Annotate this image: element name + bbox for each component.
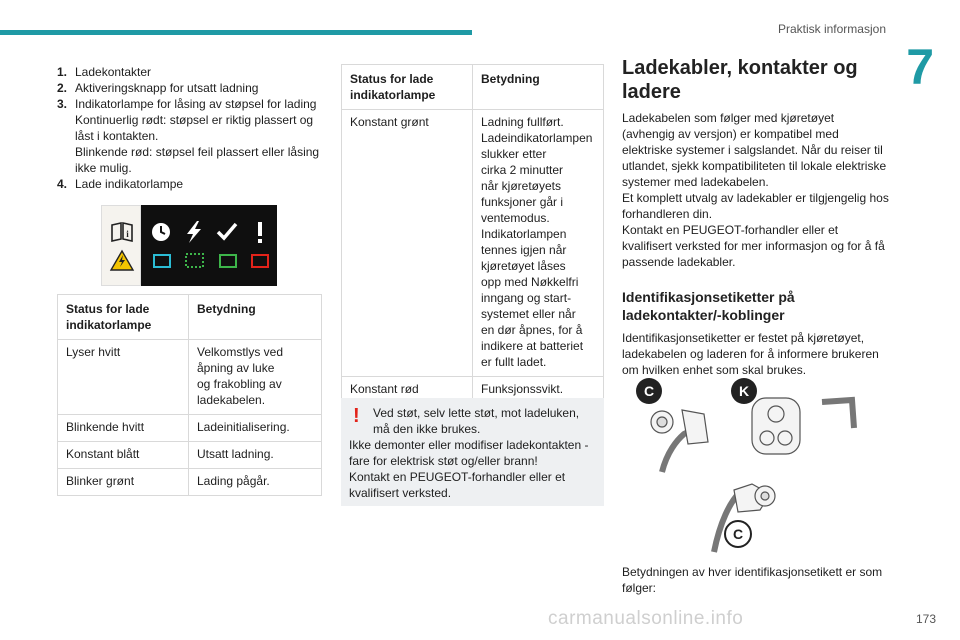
panel-left-icons <box>102 206 142 287</box>
table-cell: Funksjonssvikt. <box>473 377 604 404</box>
list-item-number: 2. <box>57 81 68 95</box>
panel-right-icons <box>141 205 277 286</box>
connector-illustration-svg <box>622 372 890 562</box>
green-indicator-square <box>220 255 236 267</box>
list-item <box>57 96 325 176</box>
panel-right-section <box>141 205 277 286</box>
warning-box <box>341 398 604 506</box>
list-item-text: Ladekontakter <box>75 65 152 79</box>
label-badge-c <box>636 378 662 404</box>
svg-text:i: i <box>126 229 129 239</box>
warning-exclamation-icon: ! <box>353 405 360 427</box>
table-cell: Konstant blått <box>58 442 189 469</box>
dotted-green-indicator-square <box>186 254 203 267</box>
list-item-text: Aktiveringsknapp for utsatt ladning <box>75 81 259 95</box>
lightning-icon <box>187 221 201 243</box>
watermark: carmanualsonline.info <box>548 608 744 629</box>
list-item <box>57 80 325 96</box>
panel-left-section <box>101 205 141 286</box>
table-row <box>58 340 322 415</box>
table-header-meaning: Betydning <box>189 295 322 340</box>
list-item-text: Indikatorlampe for låsing av støpsel for lading Kontinuerlig rødt: støpsel er riktig plassert og låst i kontakten. Blinkende rød: støpsel feil plassert eller låsing ikke mulig. <box>75 97 320 175</box>
table-cell: Konstant grønt <box>342 110 473 377</box>
table-row <box>58 442 322 469</box>
list-item <box>57 176 325 192</box>
list-item-number: 1. <box>57 65 68 79</box>
label-badge-c-text: C <box>643 383 655 399</box>
top-accent-bar <box>0 30 472 35</box>
table-cell: Lyser hvitt <box>58 340 189 415</box>
warning-first-text: Ved støt, selv lette støt, mot ladeluken, må den ikke brukes. <box>373 406 580 436</box>
ccs-plug-illustration <box>752 398 854 454</box>
manual-icon <box>112 223 132 241</box>
section-title: Ladekabler, kontakter og ladere <box>622 57 858 103</box>
list-item-text: Lade indikatorlampe <box>75 177 184 191</box>
blue-indicator-square <box>154 255 170 267</box>
list-item <box>57 64 325 80</box>
table-cell: Lading pågår. <box>189 469 322 496</box>
connector-illustrations <box>622 372 890 562</box>
label-badge-c-bottom <box>725 521 751 547</box>
table-header-row <box>58 295 322 340</box>
numbered-list <box>57 64 325 192</box>
table-cell: Utsatt ladning. <box>189 442 322 469</box>
table-header-row <box>342 65 604 110</box>
table-header-status: Status for lade indikatorlampe <box>342 65 473 110</box>
table-cell: Ladning fullført. Ladeindikatorlampen slukker etter cirka 2 minutter når kjøretøyets funksjoner går i ventemodus. Indikatorlampen tennes igjen når kjøretøyet låses opp med Nøkkelfri inngang og start- systemet eller når en dør åpnes, for å indikere at batteriet er fullt ladet. <box>473 110 604 377</box>
list-item-number: 3. <box>57 97 68 111</box>
check-icon <box>218 224 236 238</box>
table-cell: Konstant rød <box>342 377 473 404</box>
type2-plug-illustration <box>651 410 708 472</box>
table-row <box>58 415 322 442</box>
table-cell: Blinker grønt <box>58 469 189 496</box>
red-indicator-square <box>252 255 268 267</box>
clock-icon <box>152 223 170 241</box>
label-badge-c-bottom-text: C <box>732 526 744 542</box>
status-table-2 <box>341 64 604 404</box>
list-item-number: 4. <box>57 177 68 191</box>
table-row <box>58 469 322 496</box>
numbered-list-block <box>57 64 325 192</box>
intro-text: Ladekabelen som følger med kjøretøyet (avhengig av versjon) er kompatibel med elektriske systemer i salgslandet. Når du reiser til utlandet, sjekk kompatibiliteten til lokale elektriske systemer med ladekabelen. Et komplett utvalg av ladekabler er tilgjengelig hos forhandleren din. Kontakt en PEUGEOT-forhandler eller et kvalifisert verksted for mer informasjon og for å få passende ladekabler. <box>622 111 889 269</box>
subsection-title: Identifikasjonsetiketter på ladekontakter/-koblinger <box>622 289 795 323</box>
section-header: Praktisk informasjon <box>777 22 886 36</box>
status-table-1 <box>57 294 322 496</box>
table-row <box>342 110 604 377</box>
table-header-meaning: Betydning <box>473 65 604 110</box>
charging-indicator-panel <box>101 205 277 286</box>
bottom-text: Betydningen av hver identifikasjonsetikett er som følger: <box>622 565 883 595</box>
label-badge-k-text: K <box>738 383 750 399</box>
warning-triangle-icon <box>111 251 133 270</box>
label-badge-k <box>731 378 757 404</box>
exclamation-icon <box>258 222 262 243</box>
table-cell: Blinkende hvitt <box>58 415 189 442</box>
subsection-text: Identifikasjonsetiketter er festet på kjøretøyet, ladekabelen og laderen for å informere brukeren om hvilken enhet som skal brukes. <box>622 331 879 377</box>
table-header-status: Status for lade indikatorlampe <box>58 295 189 340</box>
table-cell: Velkomstlys ved åpning av luke og frakobling av ladekabelen. <box>189 340 322 415</box>
chapter-number: 7 <box>906 39 934 95</box>
table-cell: Ladeinitialisering. <box>189 415 322 442</box>
page-number: 173 <box>915 612 936 626</box>
warning-body-text: Ikke demonter eller modifiser ladekontakten - fare for elektrisk støt og/eller brann! Kontakt en PEUGEOT-forhandler eller et kvalifisert verksted. <box>349 438 589 500</box>
right-column <box>622 56 890 378</box>
